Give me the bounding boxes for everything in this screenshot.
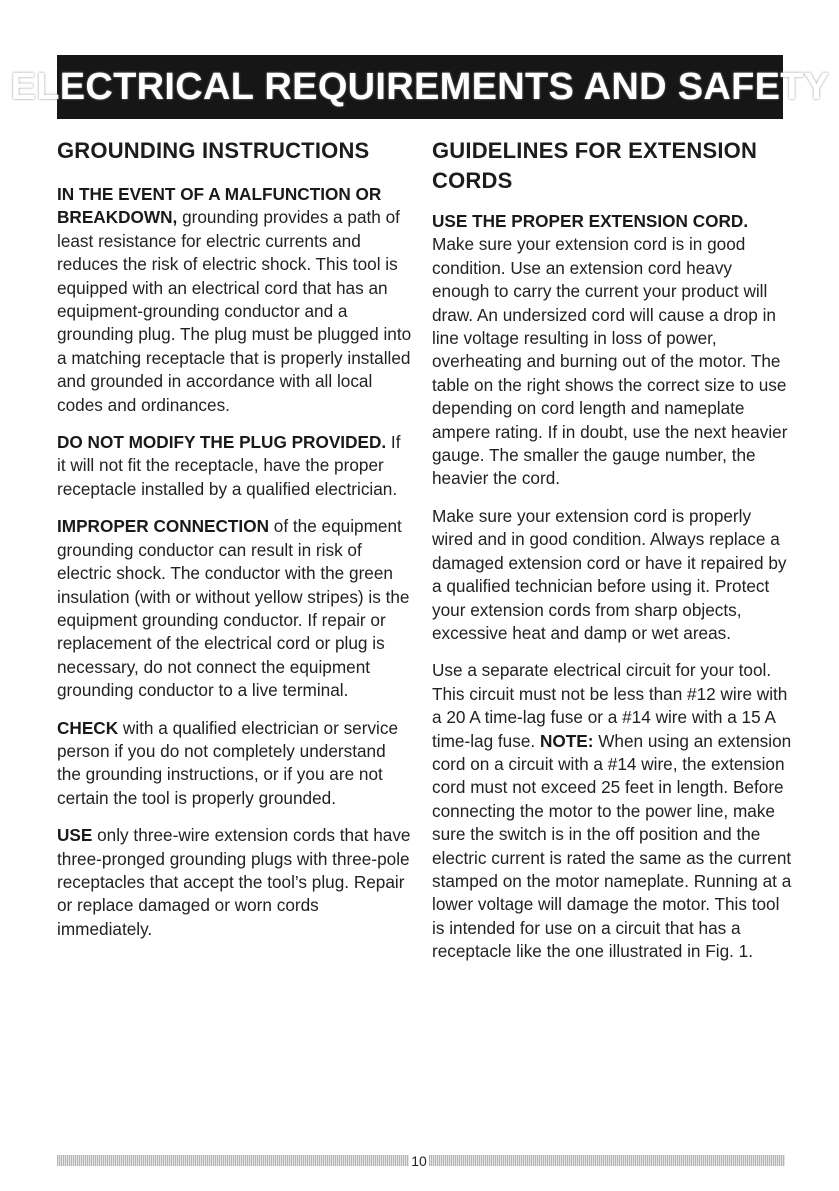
modify-plug-lead: DO NOT MODIFY THE PLUG PROVIDED.	[57, 432, 387, 453]
improper-connection-paragraph	[57, 515, 412, 702]
improper-connection-body: of the equipment grounding conductor can result in risk of electric shock. The conductor with the green insulation (with or without yellow stripes) is the equipment grounding conductor. If repair or replacement of the electrical cord or plug is necessary, do not connect the equipment grounding conductor to a live terminal.	[57, 516, 410, 701]
malfunction-paragraph	[57, 183, 412, 417]
note-label: NOTE:	[539, 730, 594, 751]
section-banner	[10, 55, 830, 119]
extension-cords-column	[432, 136, 792, 978]
proper-extension-body: Make sure your extension cord is in good condition. Use an extension cord heavy enough to carry the current your product will draw. An undersized cord will cause a drop in line voltage resulting in loss of power, overheating and burning out of the motor. The table on the right shows the correct size to use depending on cord length and nameplate ampere rating. If in doubt, use the next heavier gauge. The smaller the gauge number, the heavier the cord.	[432, 234, 788, 489]
check-paragraph	[57, 717, 412, 811]
improper-connection-lead: IMPROPER CONNECTION	[57, 516, 269, 537]
use-cords-lead: USE	[57, 825, 93, 846]
properly-wired-paragraph: Make sure your extension cord is properly wired and in good condition. Always replace a damaged extension cord or have it repaired by a qualified technician before using it. Protect your extension cords from sharp objects, excessive heat and damp or wet areas.	[432, 505, 787, 643]
check-lead: CHECK	[57, 717, 119, 738]
banner-title: ELECTRICAL REQUIREMENTS AND SAFETY	[10, 65, 830, 108]
use-cords-paragraph	[57, 824, 412, 941]
page-number: 10	[411, 1153, 427, 1169]
grounding-instructions-heading: GROUNDING INSTRUCTIONS	[57, 138, 370, 163]
malfunction-lead: IN THE EVENT OF A MALFUNCTION OR BREAKDOWN,	[57, 184, 382, 228]
grounding-instructions-column	[57, 136, 412, 955]
note-body: When using an extension cord on a circuit with a #14 wire, the extension cord must not exceed 25 feet in length. Before connecting the motor to the power line, make sure the switch is in the off position and the electric current is rated the same as the current stamped on the motor nameplate. Running at a lower voltage will damage the motor. This tool is intended for use on a circuit that has a receptacle like the one illustrated in Fig. 1.	[432, 730, 792, 962]
separate-circuit-paragraph	[432, 659, 792, 963]
proper-extension-paragraph	[432, 210, 792, 491]
extension-cords-heading: GUIDELINES FOR EXTENSION CORDS	[432, 138, 758, 193]
modify-plug-body: If it will not fit the receptacle, have the proper receptacle installed by a qualified electrician.	[57, 432, 401, 499]
use-cords-body: only three-wire extension cords that have three-pronged grounding plugs with three-pole receptacles that accept the tool’s plug. Repair or replace damaged or worn cords immediately.	[57, 825, 411, 939]
footer-rule-right	[429, 1155, 785, 1166]
page-footer	[57, 1152, 785, 1170]
separate-circuit-text: Use a separate electrical circuit for your tool. This circuit must not be less than #12 wire with a 20 A time-lag fuse or a #14 wire with a 15 A time-lag fuse.	[432, 660, 788, 751]
malfunction-body: grounding provides a path of least resistance for electric currents and reduces the risk of electric shock. This tool is equipped with an electrical cord that has an equipment-grounding conductor and a grounding plug. The plug must be plugged into a matching receptacle that is properly installed and grounded in accordance with all local codes and ordinances.	[57, 207, 412, 415]
modify-plug-paragraph	[57, 431, 412, 501]
proper-extension-lead: USE THE PROPER EXTENSION CORD.	[432, 211, 749, 231]
footer-rule-left	[57, 1155, 409, 1166]
check-body: with a qualified electrician or service person if you do not completely understand the grounding instructions, or if you are not certain the tool is properly grounded.	[57, 717, 399, 808]
